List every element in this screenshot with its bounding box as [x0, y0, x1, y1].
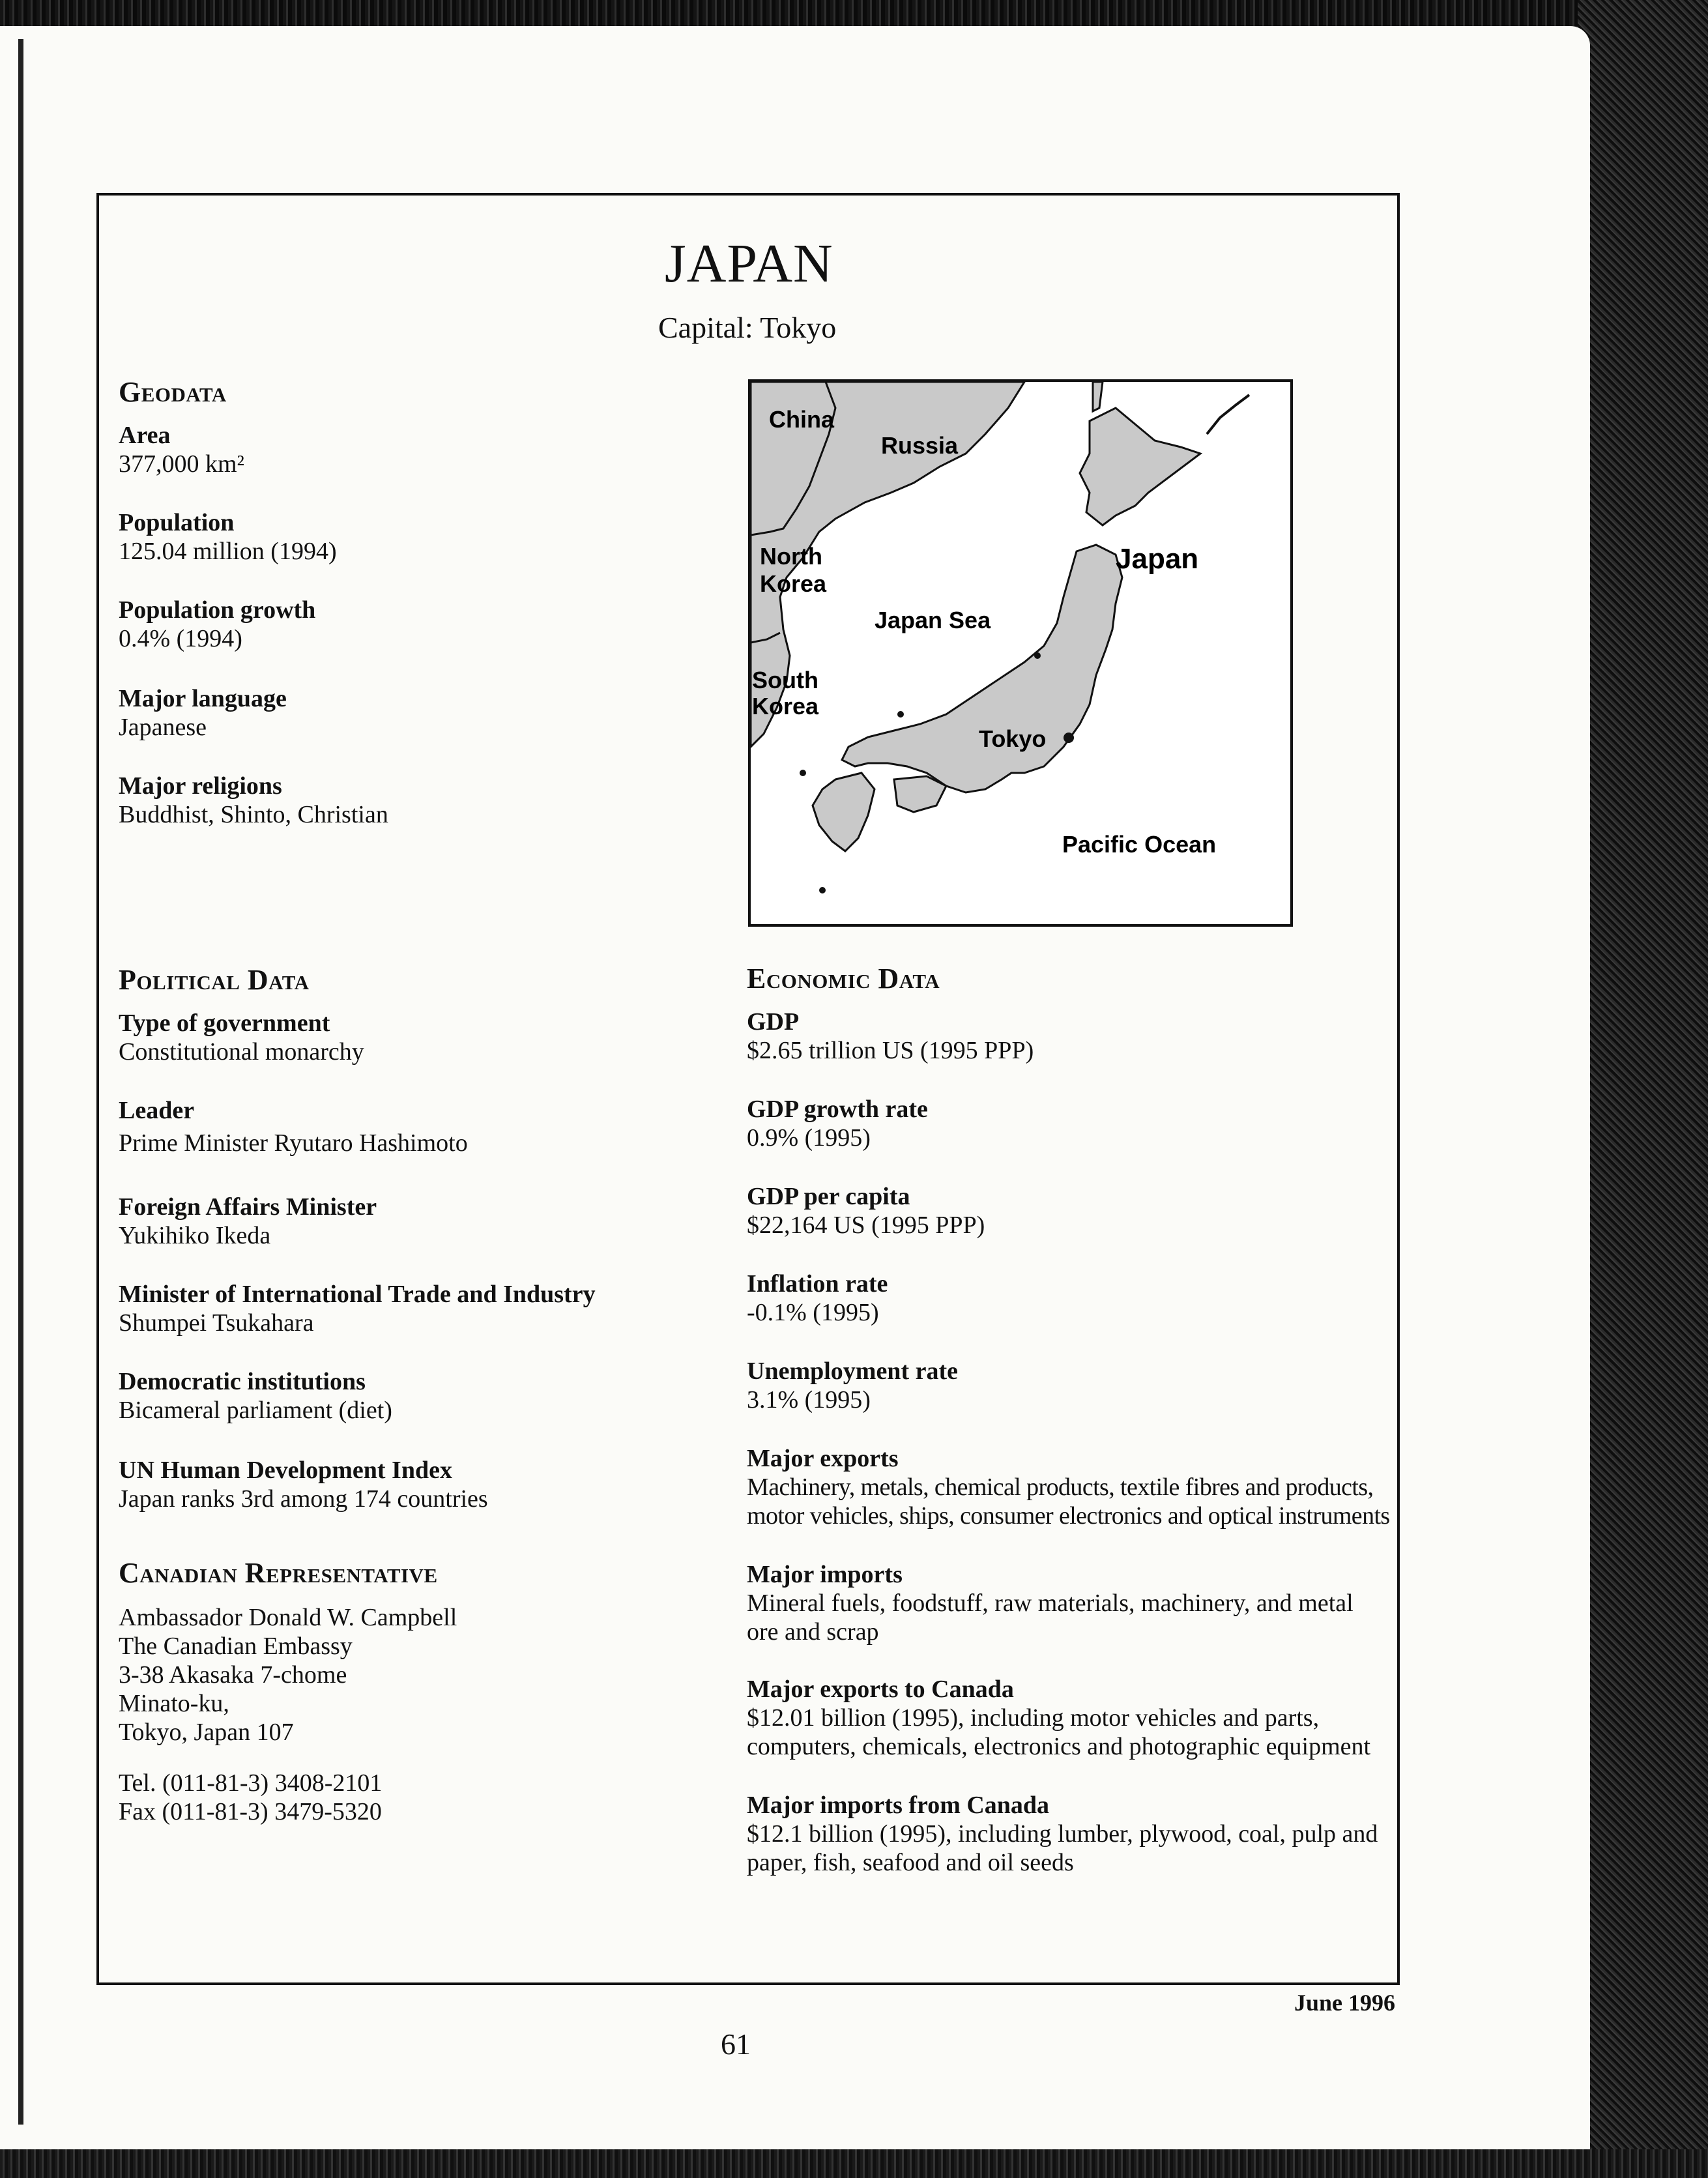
map-label-japan: Japan [1116, 543, 1199, 575]
canadian-rep-heading: Canadian Representative [119, 1557, 438, 1589]
map-label-pacific: Pacific Ocean [1062, 831, 1217, 858]
item-value: 3.1% (1995) [747, 1386, 871, 1414]
footer-date: June 1996 [1294, 1990, 1396, 2016]
political-item [119, 1096, 705, 1157]
economic-item [747, 1182, 1411, 1240]
item-label: GDP per capita [747, 1183, 910, 1210]
geodata-item [119, 772, 705, 829]
item-label: Inflation rate [747, 1270, 888, 1298]
economic-item [747, 1791, 1385, 1877]
economic-item [747, 1008, 1411, 1065]
item-value: $12.1 billion (1995), including lumber, plywood, coal, pulp and paper, fish, seafood and oil seeds [747, 1820, 1378, 1876]
address-line: The Canadian Embassy [119, 1633, 353, 1660]
map-label-north-korea: North [760, 543, 822, 570]
political-heading: Political Data [119, 964, 310, 996]
canadian-rep-contact [119, 1769, 705, 1826]
item-value: Mineral fuels, foodstuff, raw materials, machinery, and metal ore and scrap [747, 1590, 1353, 1646]
item-label: GDP [747, 1008, 800, 1036]
map-label-south-korea: Korea [752, 693, 819, 719]
political-item [119, 1280, 705, 1337]
item-value: Bicameral parliament (diet) [119, 1397, 392, 1424]
scan-top-edge [0, 0, 1708, 26]
map-label-japan-sea: Japan Sea [875, 607, 991, 633]
item-value: Buddhist, Shinto, Christian [119, 801, 388, 828]
item-value: 125.04 million (1994) [119, 538, 337, 565]
scan-bottom-edge [0, 2149, 1708, 2178]
political-item [119, 1456, 705, 1513]
economic-item [747, 1357, 1411, 1414]
address-line: 3-38 Akasaka 7-chome [119, 1661, 347, 1689]
item-label: Major imports from Canada [747, 1792, 1050, 1819]
item-label: Major religions [119, 772, 282, 800]
page-binding [18, 39, 23, 2125]
economic-item [747, 1560, 1385, 1646]
item-label: Leader [119, 1097, 195, 1124]
political-item [119, 1367, 705, 1425]
map-label-russia: Russia [881, 432, 959, 459]
item-value: 377,000 km² [119, 450, 244, 478]
map-island [819, 887, 826, 893]
item-label: Major exports [747, 1445, 899, 1472]
geodata-item [119, 596, 705, 653]
economic-item [747, 1270, 1411, 1327]
political-item [119, 1009, 705, 1066]
item-value: Constitutional monarchy [119, 1038, 364, 1066]
item-label: GDP growth rate [747, 1096, 928, 1123]
item-value: Japan ranks 3rd among 174 countries [119, 1485, 488, 1513]
map-svg [751, 382, 1290, 924]
map-island [1034, 652, 1041, 659]
map-kurils [1207, 395, 1249, 434]
item-value: Prime Minister Ryutaro Hashimoto [119, 1129, 468, 1157]
geodata-item [119, 684, 705, 742]
item-label: Population growth [119, 596, 316, 624]
page-title: JAPAN [665, 233, 833, 294]
economic-section [747, 962, 1411, 995]
item-label: Population [119, 509, 235, 536]
page-number: 61 [721, 2027, 751, 2061]
item-label: Type of government [119, 1009, 330, 1037]
economic-heading: Economic Data [747, 963, 940, 995]
map-island [800, 770, 806, 776]
item-label: UN Human Development Index [119, 1457, 452, 1484]
item-value: Machinery, metals, chemical products, textile fibres and products, motor vehicles, ships, consumer electronics and optical instruments [747, 1474, 1390, 1530]
item-label: Area [119, 422, 171, 449]
map-sakhalin [1093, 382, 1103, 411]
geodata-item [119, 421, 705, 478]
map-label-north-korea: Korea [760, 570, 827, 597]
map-label-south-korea: South [752, 667, 818, 693]
geodata-heading: Geodata [119, 376, 227, 408]
address-line: Minato-ku, [119, 1690, 229, 1717]
item-label: Minister of International Trade and Industry [119, 1281, 596, 1308]
capital-line: Capital: Tokyo [658, 311, 837, 344]
economic-item [747, 1444, 1398, 1530]
item-label: Unemployment rate [747, 1358, 958, 1385]
japan-map [748, 379, 1293, 927]
scan-right-edge [1578, 0, 1708, 2178]
political-item [119, 1193, 705, 1250]
political-section [119, 963, 705, 996]
map-kyushu [813, 773, 875, 851]
item-label: Foreign Affairs Minister [119, 1193, 377, 1221]
item-value: Shumpei Tsukahara [119, 1309, 314, 1337]
canadian-rep-address [119, 1603, 705, 1747]
geodata-item [119, 508, 705, 566]
item-label: Major exports to Canada [747, 1676, 1014, 1703]
economic-item [747, 1675, 1392, 1761]
item-value: $12.01 billion (1995), including motor vehicles and parts, computers, chemicals, electronics and photographic equipment [747, 1704, 1371, 1760]
item-value: Yukihiko Ikeda [119, 1222, 271, 1249]
map-island [897, 711, 904, 718]
map-hokkaido [1080, 408, 1200, 525]
map-label-china: China [769, 406, 835, 433]
address-line: Ambassador Donald W. Campbell [119, 1604, 457, 1631]
geodata-section [119, 375, 705, 409]
item-label: Major language [119, 685, 287, 712]
address-line: Tokyo, Japan 107 [119, 1719, 294, 1746]
map-honshu [842, 545, 1122, 792]
item-value: -0.1% (1995) [747, 1299, 879, 1326]
item-value: 0.9% (1995) [747, 1124, 871, 1152]
fax: Fax (011-81-3) 3479-5320 [119, 1798, 382, 1825]
map-shikoku [894, 776, 946, 812]
canadian-rep-section [119, 1556, 705, 1590]
item-label: Major imports [747, 1561, 903, 1588]
item-value: 0.4% (1994) [119, 625, 242, 652]
telephone: Tel. (011-81-3) 3408-2101 [119, 1769, 383, 1797]
item-value: $2.65 trillion US (1995 PPP) [747, 1037, 1034, 1064]
item-label: Democratic institutions [119, 1368, 366, 1395]
economic-item [747, 1095, 1411, 1152]
item-value: Japanese [119, 714, 207, 741]
tokyo-marker [1064, 733, 1074, 743]
item-value: $22,164 US (1995 PPP) [747, 1212, 985, 1239]
map-label-tokyo: Tokyo [979, 725, 1047, 752]
